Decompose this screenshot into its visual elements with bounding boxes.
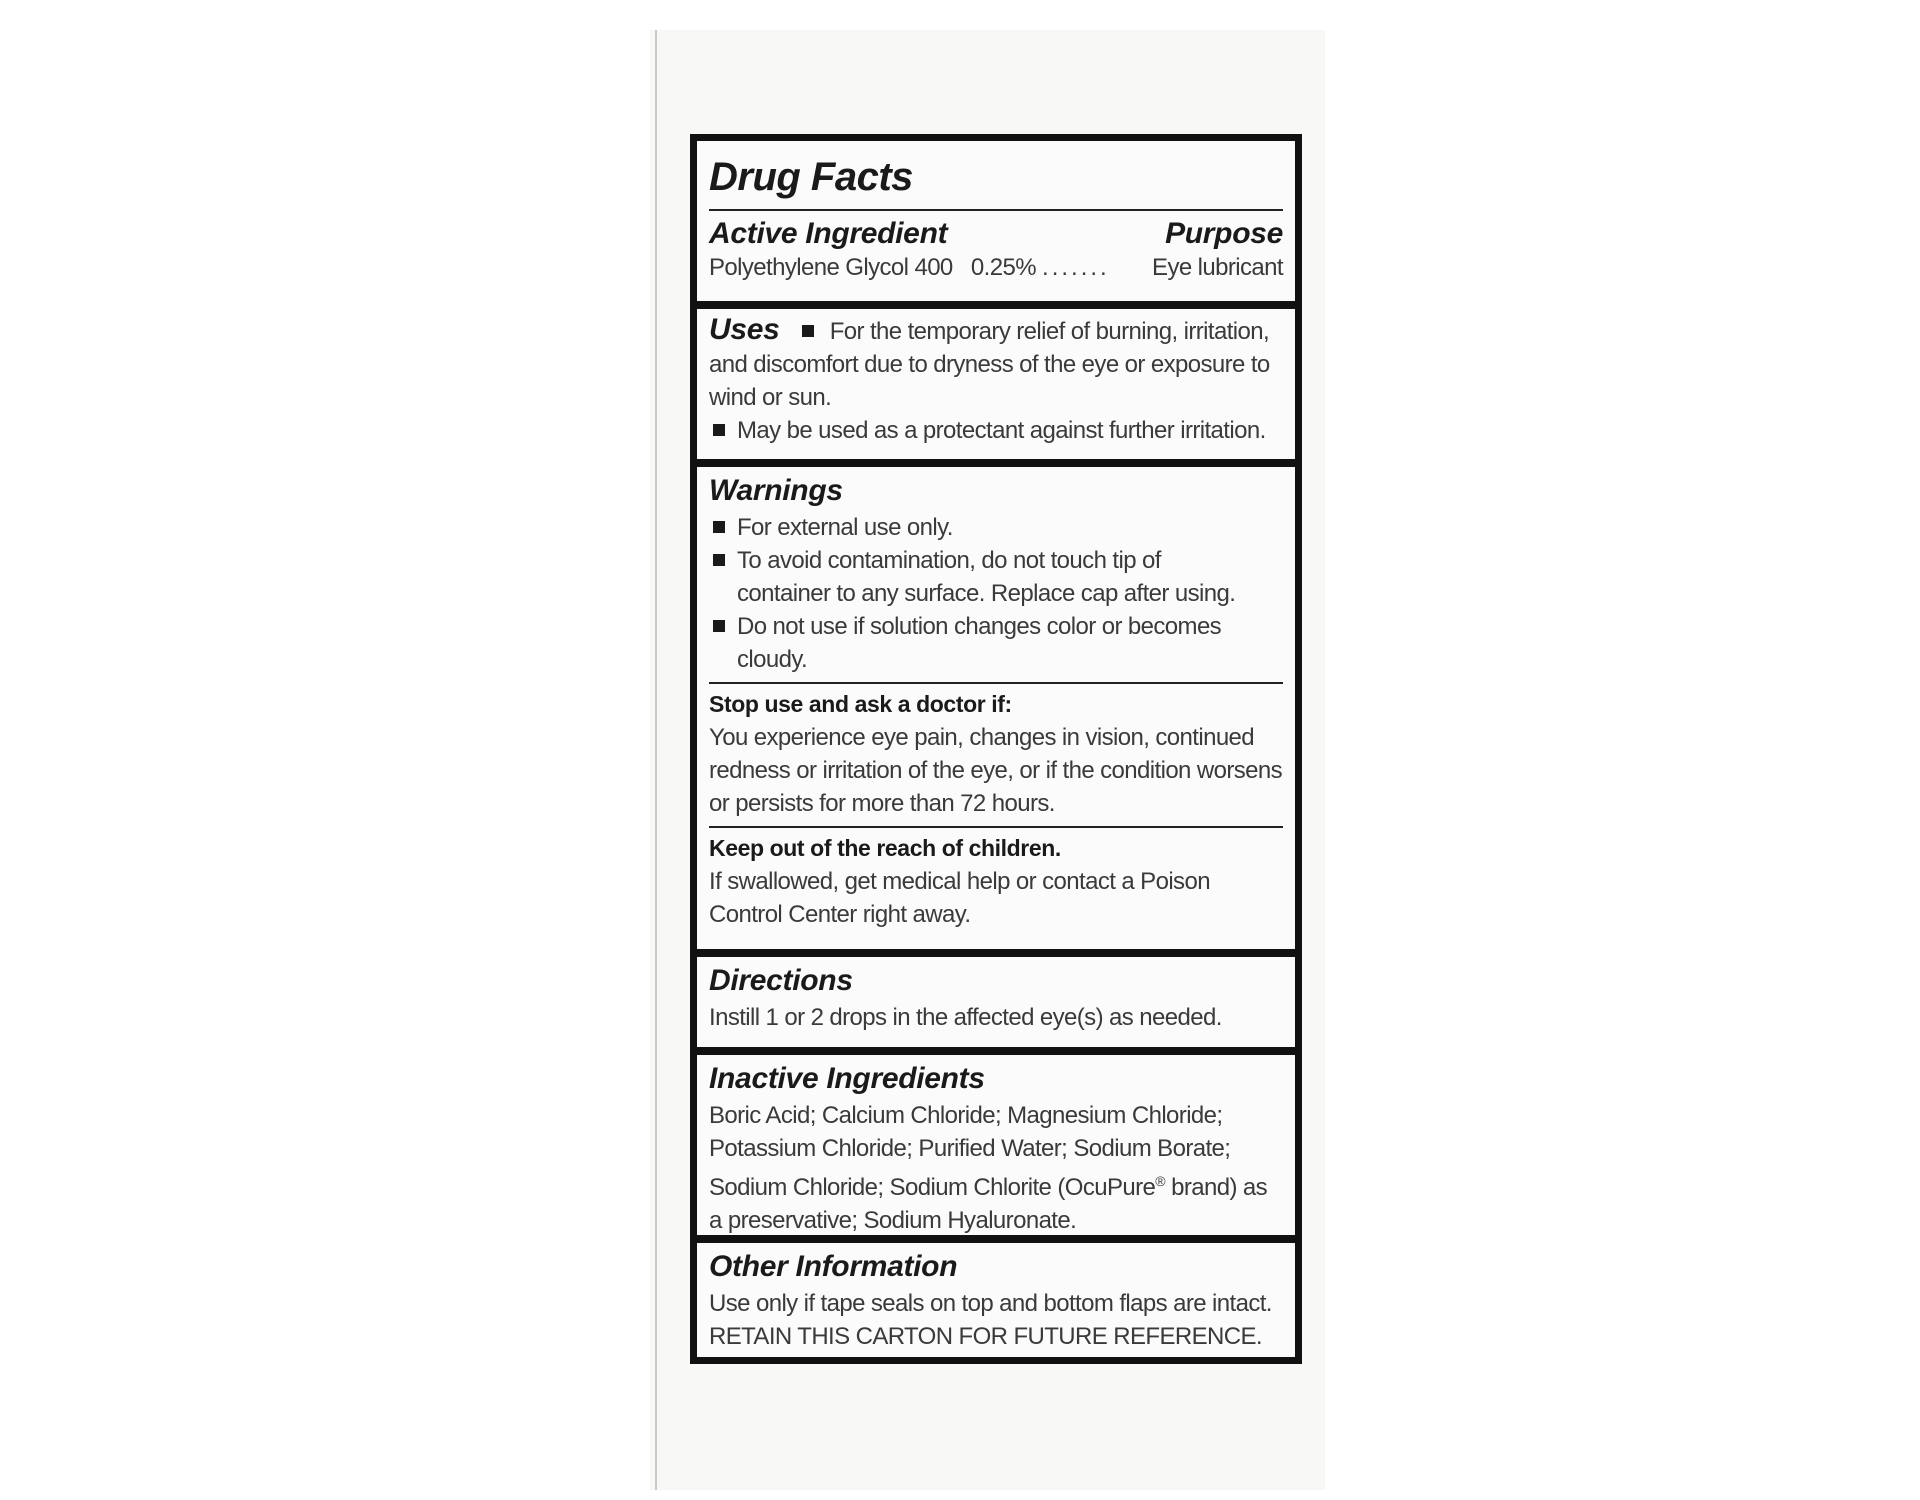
uses-section xyxy=(697,313,1295,447)
other-info-line-2: RETAIN THIS CARTON FOR FUTURE REFERENCE. xyxy=(709,1323,1262,1350)
purpose-heading: Purpose xyxy=(1165,217,1283,250)
bullet-icon xyxy=(713,424,725,436)
dot-leader: ....... xyxy=(1042,254,1110,281)
active-ingredient-row xyxy=(709,251,1283,284)
carton-fold-edge xyxy=(655,30,657,1490)
warning-item xyxy=(709,544,1283,610)
stop-use-text: You experience eye pain, changes in vision, continued redness or irritation of the eye, or if the condition worsens or persists for more than 72 hours. xyxy=(709,724,1283,817)
bullet-icon xyxy=(802,325,814,337)
uses-heading: Uses xyxy=(709,313,780,346)
active-heading-row xyxy=(709,217,1283,251)
ingredient-strength: 0.25% xyxy=(970,254,1036,281)
inactive-heading: Inactive Ingredients xyxy=(709,1062,985,1095)
divider-4 xyxy=(697,1047,1295,1055)
uses-item-2-row xyxy=(709,414,1283,447)
directions-text: Instill 1 or 2 drops in the affected eye(s) as needed. xyxy=(709,1004,1222,1031)
divider-1 xyxy=(697,301,1295,309)
inactive-text-part-2: brand) as a preservative; Sodium Hyaluronate. xyxy=(709,1174,1268,1234)
ingredient-purpose: Eye lubricant xyxy=(1152,254,1283,281)
drug-facts-title: Drug Facts xyxy=(709,155,913,199)
warnings-rule-1 xyxy=(709,682,1283,684)
divider-2 xyxy=(697,459,1295,467)
other-info-section xyxy=(697,1247,1295,1353)
warning-item xyxy=(709,610,1283,676)
warnings-heading: Warnings xyxy=(709,474,843,507)
keep-out-heading: Keep out of the reach of children. xyxy=(709,835,1061,861)
bullet-icon xyxy=(713,521,725,533)
warning-item-text: Do not use if solution changes color or becomes cloudy. xyxy=(737,613,1222,673)
header-section xyxy=(697,145,1295,284)
divider-5 xyxy=(697,1235,1295,1243)
warning-item xyxy=(709,511,1283,544)
uses-item-2: May be used as a protectant against further irritation. xyxy=(737,417,1266,444)
bullet-icon xyxy=(713,554,725,566)
divider-3 xyxy=(697,949,1295,957)
bullet-icon xyxy=(713,620,725,632)
inactive-text xyxy=(709,1099,1283,1237)
directions-heading: Directions xyxy=(709,964,853,997)
registered-mark: ® xyxy=(1155,1173,1165,1189)
warning-item-text: To avoid contamination, do not touch tip of container to any surface. Replace cap after using. xyxy=(737,547,1236,607)
keep-out-text: If swallowed, get medical help or contact a Poison Control Center right away. xyxy=(709,868,1210,928)
warnings-section xyxy=(697,471,1295,931)
title-rule xyxy=(709,209,1283,211)
other-info-line-1: Use only if tape seals on top and bottom flaps are intact. xyxy=(709,1290,1272,1317)
active-ingredient-heading: Active Ingredient xyxy=(709,217,948,250)
ingredient-name: Polyethylene Glycol 400 xyxy=(709,254,953,281)
directions-section xyxy=(697,961,1295,1034)
inactive-section xyxy=(697,1059,1295,1237)
inactive-text-part-1: Boric Acid; Calcium Chloride; Magnesium Chloride; Potassium Chloride; Purified Water; Sodium Borate; Sodium Chloride; Sodium Chlorite (OcuPure xyxy=(709,1102,1231,1201)
warning-item-text: For external use only. xyxy=(737,514,953,541)
uses-item-1: For the temporary relief of burning, irritation, and discomfort due to dryness of the eye or exposure to wind or sun. xyxy=(709,318,1270,411)
drug-facts-panel xyxy=(690,134,1302,1364)
stop-use-heading: Stop use and ask a doctor if: xyxy=(709,691,1012,717)
warnings-rule-2 xyxy=(709,826,1283,828)
other-info-heading: Other Information xyxy=(709,1250,958,1283)
